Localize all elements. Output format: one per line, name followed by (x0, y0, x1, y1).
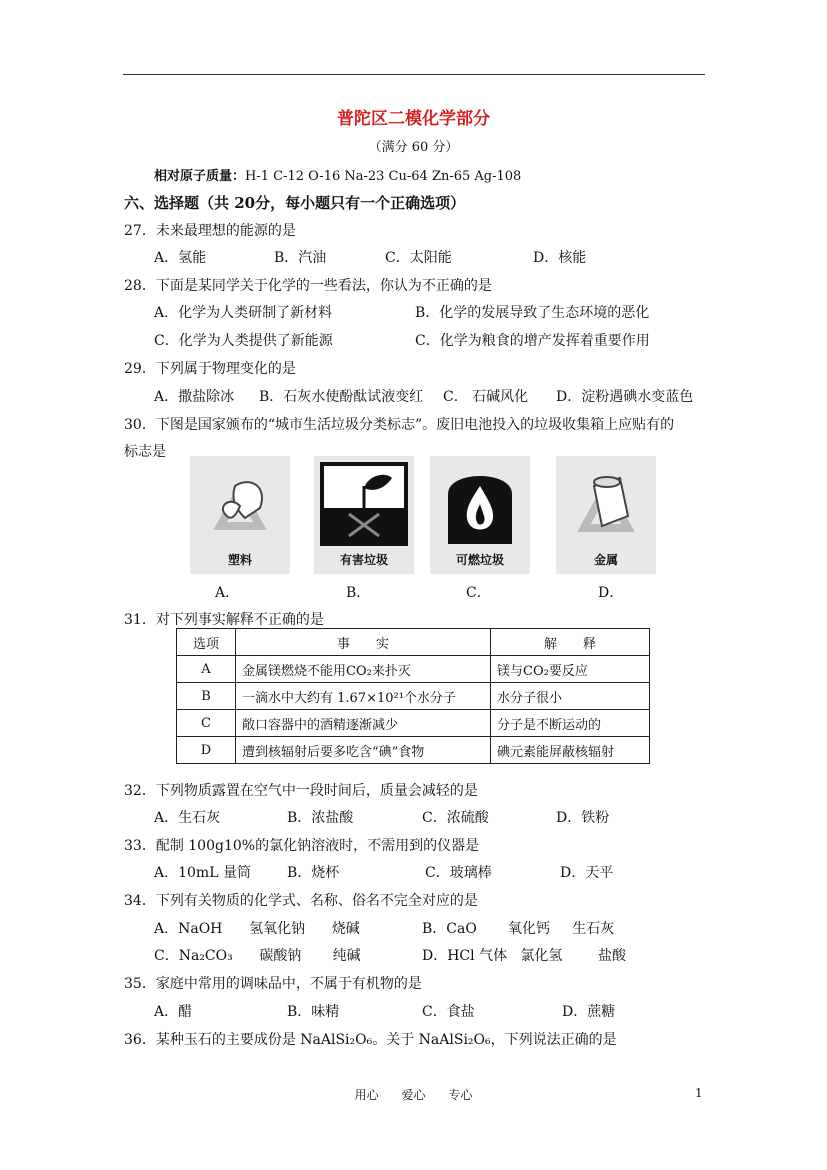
q32-option-c: C．浓硫酸 (422, 810, 489, 826)
q35-option-c: C．食盐 (422, 1004, 475, 1020)
page-footer: 用心 爱心 专心 (354, 1088, 473, 1102)
q34-option-c: C．Na₂CO₃ 碳酸钠 纯碱 (154, 948, 361, 964)
table-header-explanation: 解 释 (491, 629, 650, 656)
q32-option-b: B．浓盐酸 (287, 810, 354, 826)
q29-option-d: D．淀粉遇碘水变蓝色 (556, 389, 694, 405)
q30-stem-line1: 30．下图是国家颁布的“城市生活垃圾分类标志”。废旧电池投入的垃圾收集箱上应贴有的 (124, 417, 675, 433)
q33-option-c: C．玻璃棒 (425, 865, 492, 881)
q32-option-a: A．生石灰 (154, 810, 221, 826)
recycle-plastic-icon (190, 456, 290, 552)
q35-option-b: B．味精 (287, 1004, 340, 1020)
hazardous-waste-icon (314, 456, 414, 552)
header-rule (123, 74, 705, 75)
q29-option-c: C． 石碱风化 (443, 389, 529, 405)
q34-option-d: D．HCl 气体 氯化氢 盐酸 (422, 948, 627, 964)
q28-stem: 28．下面是某同学关于化学的一些看法，你认为不正确的是 (124, 278, 492, 294)
q32-stem: 32．下列物质露置在空气中一段时间后，质量会减轻的是 (124, 783, 478, 799)
table-cell: D (177, 737, 236, 764)
sign-label-metal: 金属 (593, 553, 618, 567)
table-row (177, 710, 650, 737)
q34-option-a: A．NaOH 氢氧化钠 烧碱 (154, 921, 360, 937)
sign-label-plastic: 塑料 (227, 553, 252, 567)
table-header-option: 选项 (177, 629, 236, 656)
q28-option-b: B．化学的发展导致了生态环境的恶化 (415, 305, 650, 321)
q34-stem: 34．下列有关物质的化学式、名称、俗名不完全对应的是 (124, 893, 478, 909)
table-cell: 遭到核辐射后要多吃含“碘”食物 (236, 737, 491, 764)
table-cell: 碘元素能屏蔽核辐射 (491, 737, 650, 764)
table-cell: 一滴水中大约有 1.67×10²¹个水分子 (236, 683, 491, 710)
sign-label-hazardous: 有害垃圾 (339, 553, 388, 567)
atomic-mass-values: H-1 C-12 O-16 Na-23 Cu-64 Zn-65 Ag-108 (245, 169, 522, 184)
page-number: 1 (695, 1086, 703, 1100)
table-cell: B (177, 683, 236, 710)
q35-stem: 35．家庭中常用的调味品中，不属于有机物的是 (124, 976, 422, 992)
q28-option-a: A．化学为人类研制了新材料 (154, 305, 333, 321)
recycle-metal-icon (556, 456, 656, 552)
table-header-fact: 事 实 (236, 629, 491, 656)
q33-option-a: A．10mL 量筒 (154, 865, 251, 881)
waste-signs (190, 456, 662, 576)
table-row (177, 656, 650, 683)
table-cell: 金属镁燃烧不能用CO₂来扑灭 (236, 656, 491, 683)
q33-option-b: B．烧杯 (287, 865, 340, 881)
q29-option-b: B．石灰水使酚酞试液变红 (259, 389, 424, 405)
sign-label-combustible: 可燃垃圾 (455, 553, 504, 567)
q32-option-d: D．铁粉 (556, 810, 610, 826)
table-cell: A (177, 656, 236, 683)
q35-option-d: D．蔗糖 (562, 1004, 616, 1020)
sign-metal (556, 456, 656, 574)
q30-option-d: D． (598, 585, 624, 601)
table-cell: 水分子很小 (491, 683, 650, 710)
q31-stem: 31．对下列事实解释不正确的是 (124, 612, 324, 628)
sign-combustible (430, 456, 530, 574)
sign-hazardous (314, 456, 414, 574)
page-subtitle: （满分 60 分） (368, 140, 459, 155)
q27-option-b: B．汽油 (274, 250, 327, 266)
table-row (177, 683, 650, 710)
q27-option-c: C．太阳能 (385, 250, 452, 266)
q29-stem: 29．下列属于物理变化的是 (124, 361, 296, 377)
q30-stem-line2: 标志是 (124, 444, 166, 460)
q28-option-c: C．化学为人类提供了新能源 (154, 333, 333, 349)
q33-option-d: D．天平 (560, 865, 614, 881)
q35-option-a: A．醋 (154, 1004, 193, 1020)
q28-option-d: C．化学为粮食的增产发挥着重要作用 (415, 333, 650, 349)
q27-option-d: D．核能 (533, 250, 587, 266)
table-cell: 敞口容器中的酒精逐渐减少 (236, 710, 491, 737)
atomic-mass-line (154, 165, 521, 184)
q30-option-c: C． (466, 585, 491, 601)
q34-option-b: B．CaO 氧化钙 生石灰 (422, 921, 615, 937)
q31-table (176, 628, 650, 764)
q29-option-a: A．撒盐除冰 (154, 389, 235, 405)
page-title: 普陀区二模化学部分 (337, 109, 490, 129)
q30-option-a: A． (215, 585, 240, 601)
sign-plastic (190, 456, 290, 574)
atomic-mass-label: 相对原子质量： (154, 169, 246, 184)
q33-stem: 33．配制 100g10%的氯化钠溶液时，不需用到的仪器是 (124, 838, 480, 854)
q30-option-b: B． (346, 585, 371, 601)
table-cell: C (177, 710, 236, 737)
table-cell: 分子是不断运动的 (491, 710, 650, 737)
table-cell: 镁与CO₂要反应 (491, 656, 650, 683)
combustible-waste-icon (430, 456, 530, 552)
table-row (177, 737, 650, 764)
table-header-row (177, 629, 650, 656)
section-heading: 六、选择题（共 20分，每小题只有一个正确选项） (124, 194, 466, 212)
q27-option-a: A．氢能 (154, 250, 207, 266)
q36-stem: 36．某种玉石的主要成份是 NaAlSi₂O₆。关于 NaAlSi₂O₆，下列说法正确的是 (124, 1032, 617, 1048)
q27-stem: 27．未来最理想的能源的是 (124, 223, 296, 239)
